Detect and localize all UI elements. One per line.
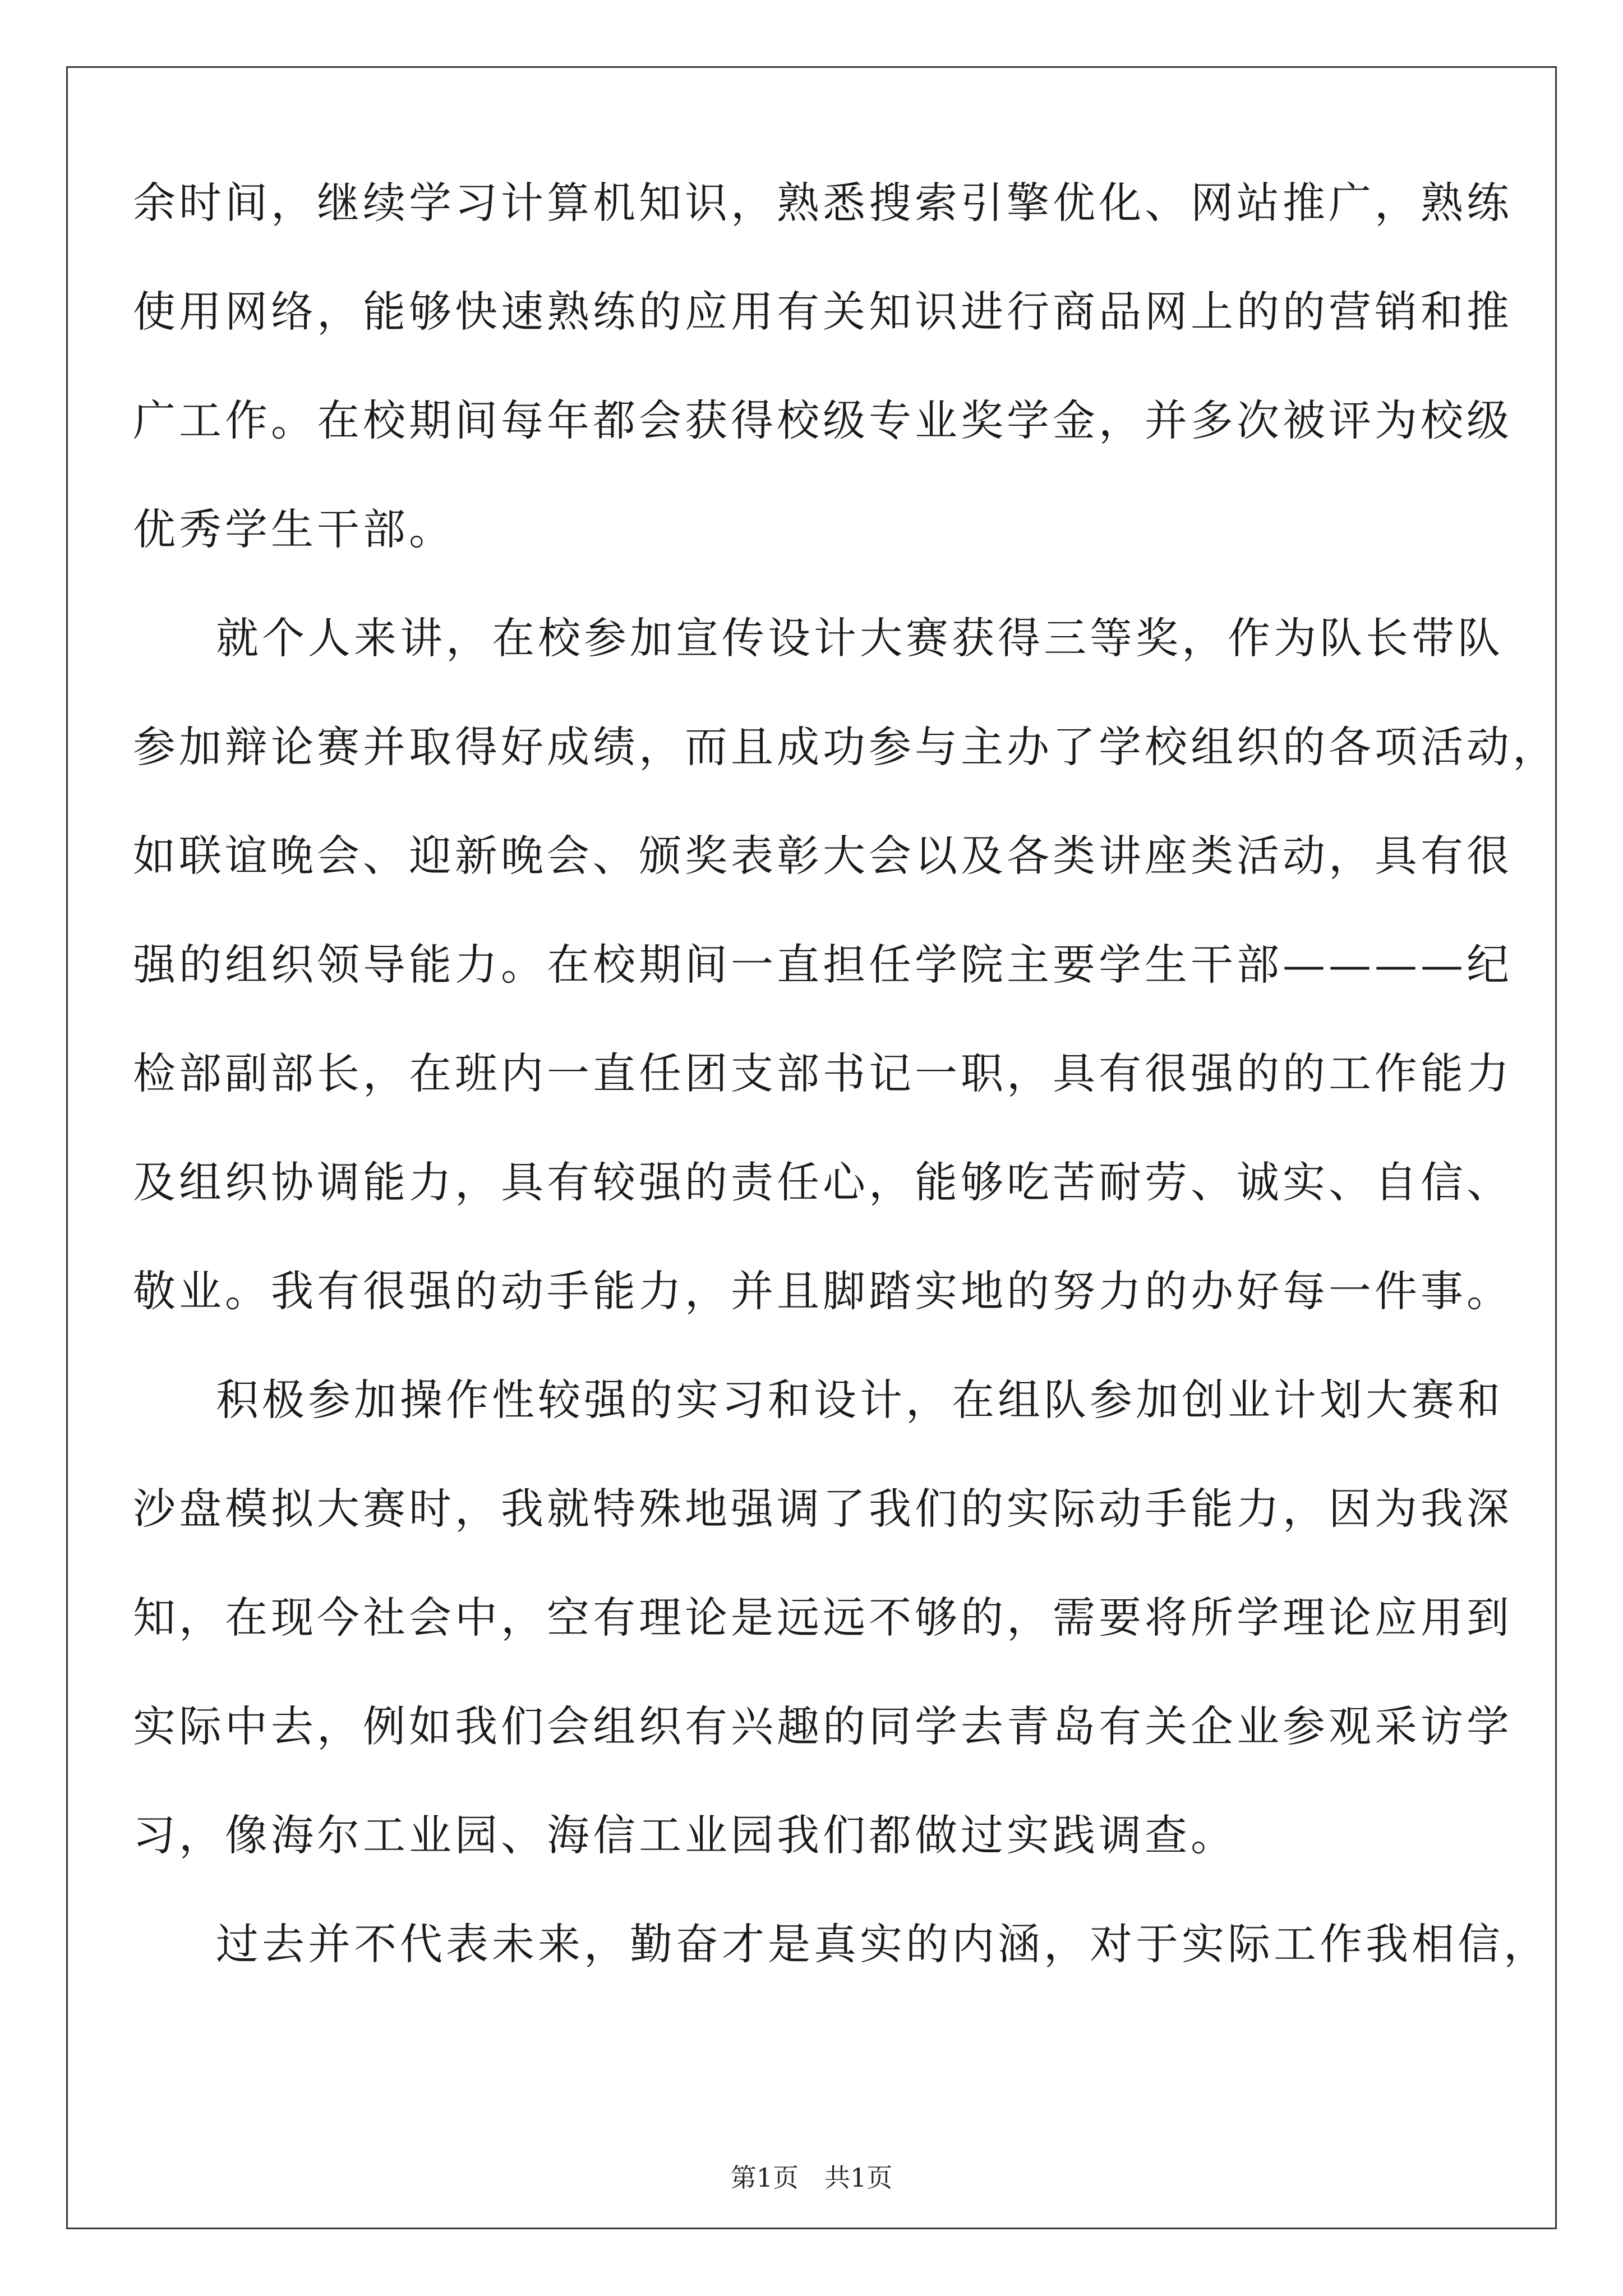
document-body <box>133 149 1559 1999</box>
text-line: 过去并不代表未来，勤奋才是真实的内涵，对于实际工作我相信， <box>216 1919 1550 1969</box>
text-line: 参加辩论赛并取得好成绩，而且成功参与主办了学校组织的各项活动， <box>133 722 1559 772</box>
text-line: 及组织协调能力，具有较强的责任心，能够吃苦耐劳、诚实、自信、 <box>133 1157 1513 1207</box>
text-line: 如联谊晚会、迎新晚会、颁奖表彰大会以及各类讲座类活动，具有很 <box>133 831 1513 881</box>
text-line: 检部副部长，在班内一直任团支部书记一职，具有很强的的工作能力 <box>133 1048 1513 1098</box>
text-line: 知，在现今社会中，空有理论是远远不够的，需要将所学理论应用到 <box>133 1593 1513 1642</box>
text-line: 强的组织领导能力。在校期间一直担任学院主要学生干部————纪 <box>133 940 1513 990</box>
text-line: 实际中去，例如我们会组织有兴趣的同学去青岛有关企业参观采访学 <box>133 1701 1513 1751</box>
text-line: 积极参加操作性较强的实习和设计，在组队参加创业计划大赛和 <box>216 1375 1504 1425</box>
text-line: 使用网络，能够快速熟练的应用有关知识进行商品网上的的营销和推 <box>133 287 1513 337</box>
text-line: 沙盘模拟大赛时，我就特殊地强调了我们的实际动手能力，因为我深 <box>133 1484 1513 1534</box>
text-line: 余时间，继续学习计算机知识，熟悉搜索引擎优化、网站推广，熟练 <box>133 178 1513 228</box>
text-line: 就个人来讲，在校参加宣传设计大赛获得三等奖，作为队长带队 <box>216 613 1504 663</box>
page-footer: 第1页 共1页 <box>730 2162 893 2193</box>
text-line: 敬业。我有很强的动手能力，并且脚踏实地的努力的办好每一件事。 <box>133 1266 1513 1316</box>
text-line: 习，像海尔工业园、海信工业园我们都做过实践调查。 <box>133 1810 1237 1860</box>
text-line: 广工作。在校期间每年都会获得校级专业奖学金，并多次被评为校级 <box>133 395 1513 445</box>
text-line: 优秀学生干部。 <box>133 504 455 554</box>
